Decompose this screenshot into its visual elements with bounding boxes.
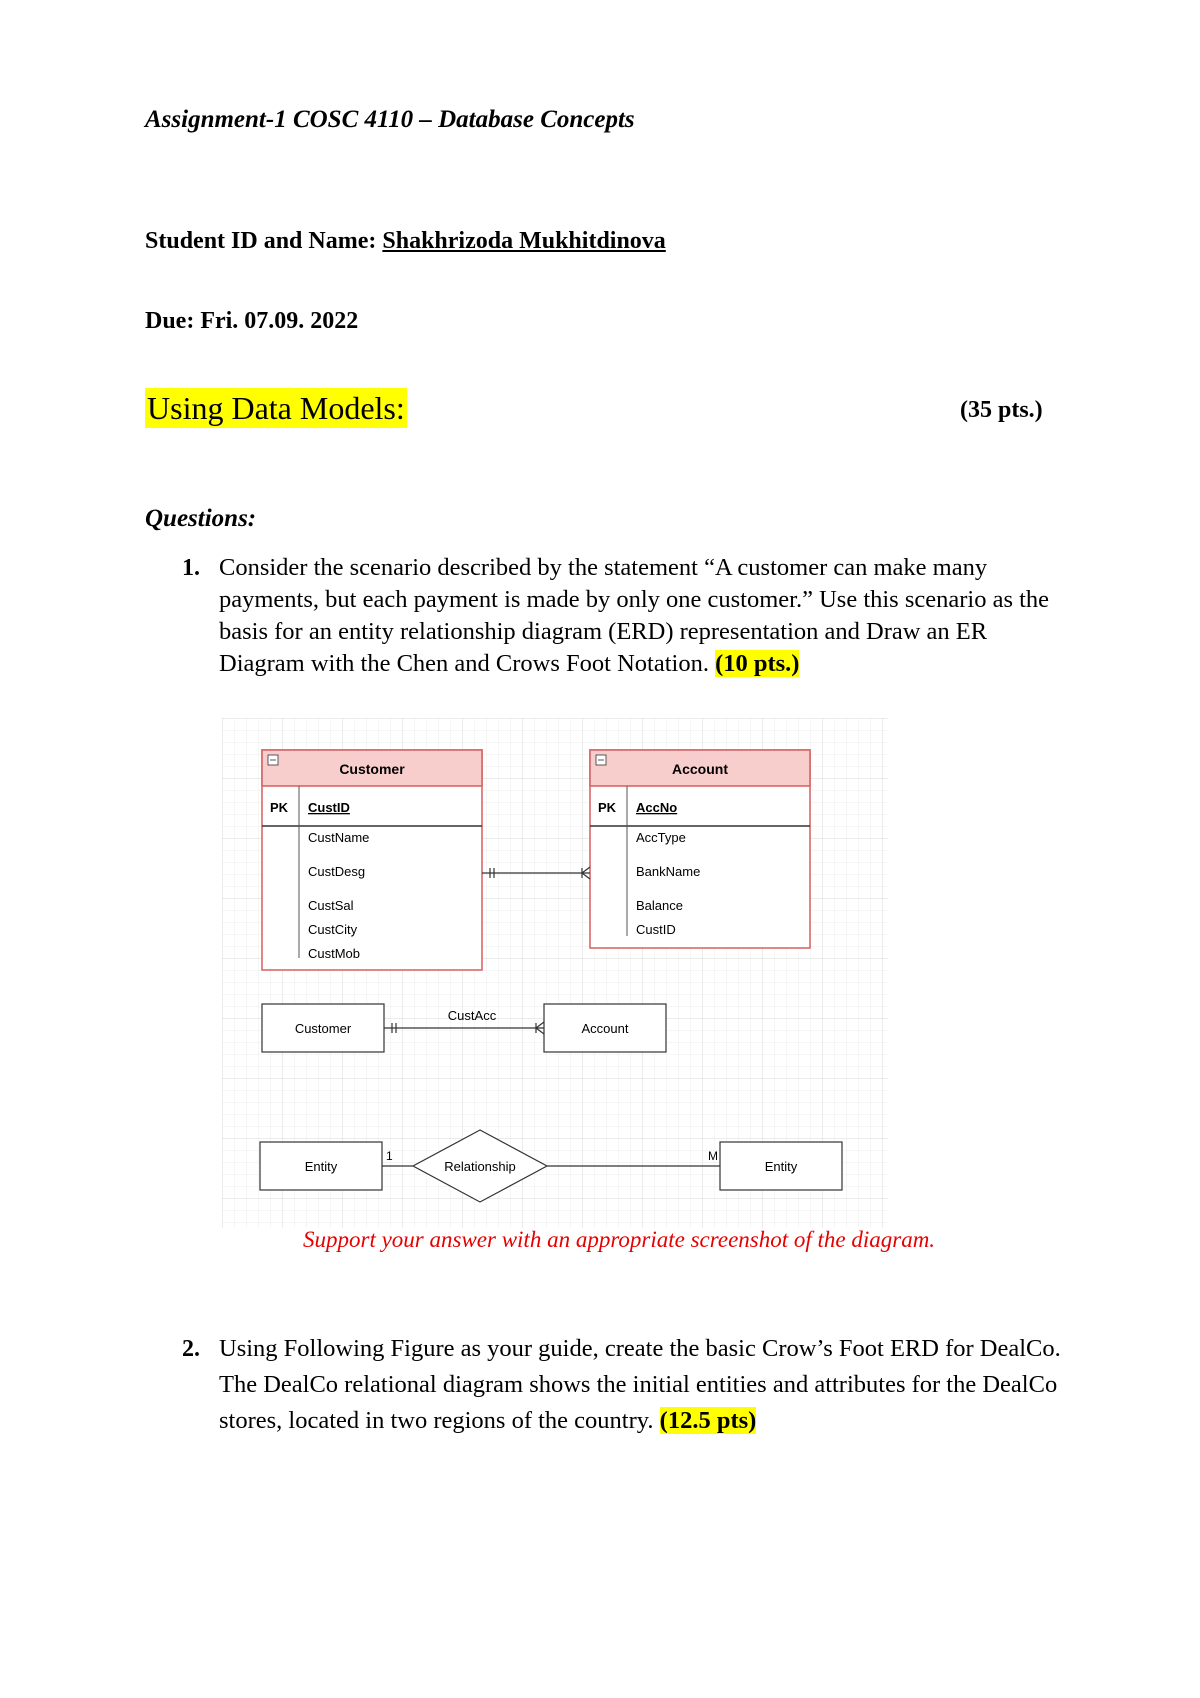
question-2-text bbox=[219, 1331, 1079, 1439]
chen-right-cardinality: M bbox=[708, 1149, 718, 1163]
customer-field: CustSal bbox=[308, 898, 354, 913]
student-label: Student ID and Name: bbox=[145, 228, 383, 254]
crows-foot-left-entity: Customer bbox=[294, 1021, 352, 1036]
assignment-title: Assignment-1 COSC 4110 – Database Concepts bbox=[145, 106, 635, 133]
customer-field: CustName bbox=[308, 830, 370, 845]
customer-pk-label: PK bbox=[270, 800, 289, 815]
customer-table-title: Customer bbox=[339, 761, 405, 777]
due-date: Due: Fri. 07.09. 2022 bbox=[145, 308, 359, 334]
er-diagram bbox=[222, 718, 888, 1228]
account-table bbox=[590, 750, 810, 948]
account-field: AccType bbox=[636, 830, 686, 845]
question-1-number: 1. bbox=[182, 555, 200, 581]
question-1-text bbox=[219, 552, 1059, 680]
diagram-caption: Support your answer with an appropriate screenshot of the diagram. bbox=[303, 1227, 936, 1252]
question-1-body: Consider the scenario described by the statement “A customer can make many payments, but each payment is made by only one customer.” Use this scenario as the basis for an entity relationship diagram (ERD) representation and Draw an ER Diagram with the Chen and Crows Foot Notation. bbox=[219, 554, 1050, 677]
chen-right-entity: Entity bbox=[764, 1159, 798, 1174]
student-name: Shakhrizoda Mukhitdinova bbox=[382, 228, 666, 254]
customer-field: CustMob bbox=[308, 946, 361, 961]
chen-relationship: Relationship bbox=[444, 1159, 516, 1174]
section-points: (35 pts.) bbox=[960, 397, 1043, 423]
chen-left-cardinality: 1 bbox=[386, 1149, 393, 1163]
section-title: Using Data Models: bbox=[147, 390, 405, 426]
crows-foot-relationship-label: CustAcc bbox=[447, 1008, 497, 1023]
question-2-number: 2. bbox=[182, 1336, 200, 1362]
account-field: Balance bbox=[636, 898, 683, 913]
customer-field: CustDesg bbox=[308, 864, 366, 879]
crows-foot-right-entity: Account bbox=[581, 1021, 629, 1036]
question-1-points: (10 pts.) bbox=[715, 650, 800, 677]
question-2-body: Using Following Figure as your guide, create the basic Crow’s Foot ERD for DealCo. The DealCo relational diagram shows the initial entities and attributes for the DealCo stores, located in two regions of the country. bbox=[219, 1335, 1061, 1434]
account-pk-label: PK bbox=[598, 800, 617, 815]
question-2-points: (12.5 pts) bbox=[659, 1407, 757, 1434]
chen-left-entity: Entity bbox=[304, 1159, 338, 1174]
account-table-title: Account bbox=[672, 761, 728, 777]
account-field: CustID bbox=[636, 922, 676, 937]
customer-pk-field: CustID bbox=[308, 800, 350, 815]
student-line bbox=[145, 228, 666, 255]
customer-field: CustCity bbox=[308, 922, 358, 937]
customer-table bbox=[262, 750, 482, 970]
account-field: BankName bbox=[636, 864, 701, 879]
account-pk-field: AccNo bbox=[636, 800, 678, 815]
questions-heading: Questions: bbox=[145, 505, 257, 532]
